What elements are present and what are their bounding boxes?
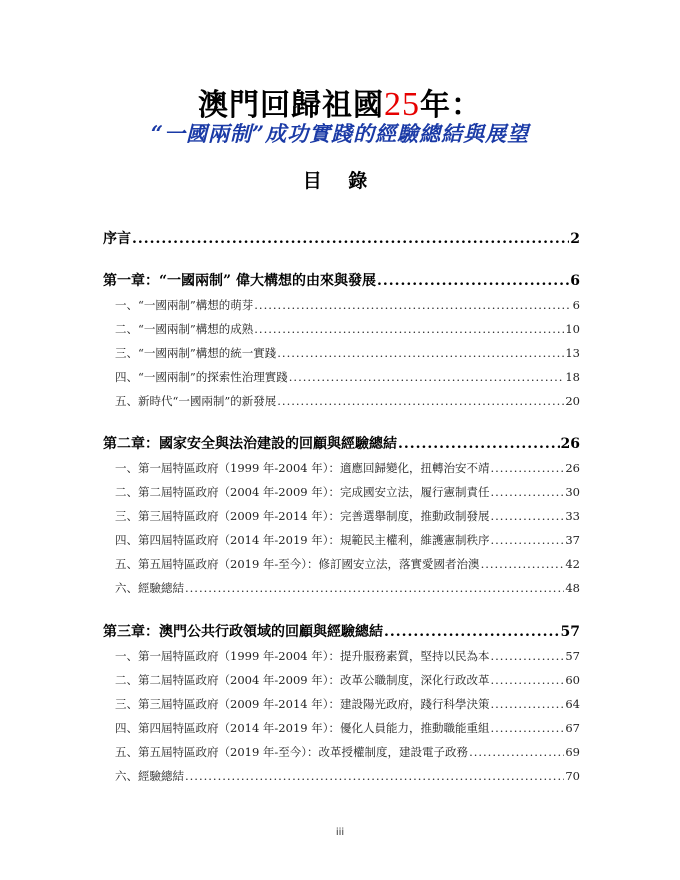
title-number: 25 (384, 86, 420, 123)
title-text-2: 年： (420, 88, 482, 123)
toc-label: 五、新時代“一國兩制”的新發展 (115, 394, 277, 408)
toc-entry-chapter-3[interactable] (103, 621, 580, 641)
toc-leader-dots (490, 533, 564, 547)
toc-label: 五、第五屆特區政府（2019 年-至今）：改革授權制度，建設電子政務 (115, 745, 469, 759)
toc-leader-dots (384, 624, 560, 640)
toc-leader-dots (469, 745, 564, 759)
toc-entry-2-5[interactable] (115, 556, 580, 572)
toc-leader-dots (254, 298, 571, 312)
toc-page-number: 30 (565, 485, 580, 499)
toc-label: 二、第二屆特區政府（2004 年-2009 年）：改革公職制度，深化行政改革 (115, 673, 490, 687)
toc-entry-1-3[interactable] (115, 345, 580, 361)
toc-label: 序言 (103, 231, 131, 247)
toc-leader-dots (490, 649, 564, 663)
toc-leader-dots (490, 721, 564, 735)
toc-leader-dots (490, 673, 564, 687)
toc-label: 三、第三屆特區政府（2009 年-2014 年）：完善選舉制度，推動政制發展 (115, 509, 490, 523)
toc-page-number: 64 (565, 697, 580, 711)
toc-page-number: 26 (560, 436, 580, 452)
toc-entry-2-6[interactable] (115, 580, 580, 596)
toc-page-number: 57 (565, 649, 580, 663)
toc-page-number: 33 (565, 509, 580, 523)
toc-leader-dots (490, 697, 564, 711)
toc-label: 一、第一屆特區政府（1999 年-2004 年）：提升服務素質，堅持以民為本 (115, 649, 490, 663)
toc-page-number: 13 (565, 346, 580, 360)
toc-page-number: 6 (570, 273, 580, 289)
toc-leader-dots (490, 485, 564, 499)
toc-label: 第二章：國家安全與法治建設的回顧與經驗總結 (103, 436, 397, 452)
toc-entry-3-3[interactable] (115, 696, 580, 712)
toc-label: 六、經驗總結 (115, 581, 184, 595)
toc-leader-dots (185, 581, 564, 595)
toc-page-number: 20 (565, 394, 580, 408)
toc-entry-2-4[interactable] (115, 532, 580, 548)
page-number-footer: iii (335, 827, 345, 838)
toc-entry-1-2[interactable] (115, 321, 580, 337)
toc-entry-1-4[interactable] (115, 369, 580, 385)
toc-entry-3-6[interactable] (115, 768, 580, 784)
toc-label: 一、“一國兩制”構想的萌芽 (115, 298, 254, 312)
toc-entry-2-2[interactable] (115, 484, 580, 500)
toc-page-number: 57 (560, 624, 580, 640)
toc-label: 六、經驗總結 (115, 769, 184, 783)
toc-page-number: 2 (570, 231, 580, 247)
toc-leader-dots (254, 322, 564, 336)
toc-entry-1-5[interactable] (115, 393, 580, 409)
toc-leader-dots (490, 509, 564, 523)
toc-page-number: 10 (565, 322, 580, 336)
toc-label: 三、“一國兩制”構想的統一實踐 (115, 346, 277, 360)
toc-leader-dots (185, 769, 564, 783)
toc-label: 五、第五屆特區政府（2019 年-至今）：修訂國安立法，落實愛國者治澳 (115, 557, 480, 571)
toc-entry-1-1[interactable] (115, 297, 580, 313)
toc-page-number: 26 (565, 461, 580, 475)
toc-label: 一、第一屆特區政府（1999 年-2004 年）：適應回歸變化，扭轉治安不靖 (115, 461, 490, 475)
toc-label: 第三章：澳門公共行政領域的回顧與經驗總結 (103, 624, 383, 640)
toc-label: 三、第三屆特區政府（2009 年-2014 年）：建設陽光政府，踐行科學決策 (115, 697, 490, 711)
toc-entry-3-4[interactable] (115, 720, 580, 736)
toc-entry-chapter-1[interactable] (103, 270, 580, 290)
toc-leader-dots (132, 231, 569, 247)
toc-label: 第一章：“一國兩制” 偉大構想的由來與發展 (103, 273, 376, 289)
toc-leader-dots (277, 346, 564, 360)
toc-page-number: 67 (565, 721, 580, 735)
toc-entry-2-3[interactable] (115, 508, 580, 524)
toc-entry-2-1[interactable] (115, 460, 580, 476)
toc-leader-dots (277, 394, 564, 408)
toc-entry-preface[interactable] (103, 228, 580, 248)
toc-page-number: 18 (565, 370, 580, 384)
toc-leader-dots (490, 461, 564, 475)
toc-label: 四、“一國兩制”的探索性治理實踐 (115, 370, 288, 384)
toc-entry-3-1[interactable] (115, 648, 580, 664)
toc-entry-chapter-2[interactable] (103, 433, 580, 453)
toc-page-number: 37 (565, 533, 580, 547)
toc-entry-3-2[interactable] (115, 672, 580, 688)
toc-label: 二、“一國兩制”構想的成熟 (115, 322, 254, 336)
toc-page-number: 60 (565, 673, 580, 687)
toc-leader-dots (481, 557, 565, 571)
toc-entry-3-5[interactable] (115, 744, 580, 760)
toc-page-number: 69 (565, 745, 580, 759)
toc-label: 四、第四屆特區政府（2014 年-2019 年）：規範民主權利，維護憲制秩序 (115, 533, 490, 547)
toc-page-number: 42 (565, 557, 580, 571)
toc-page-number: 48 (565, 581, 580, 595)
toc-leader-dots (377, 273, 569, 289)
toc-leader-dots (289, 370, 565, 384)
toc-heading: 目 錄 (302, 170, 378, 192)
toc-page-number: 6 (572, 298, 580, 312)
toc-leader-dots (398, 436, 560, 452)
toc-page-number: 70 (565, 769, 580, 783)
toc-label: 四、第四屆特區政府（2014 年-2019 年）：優化人員能力，推動職能重組 (115, 721, 490, 735)
title-text-1: 澳門回歸祖國 (198, 88, 384, 123)
document-subtitle: “一國兩制”成功實踐的經驗總結與展望 (150, 121, 530, 146)
toc-label: 二、第二屆特區政府（2004 年-2009 年）：完成國安立法，履行憲制責任 (115, 485, 490, 499)
